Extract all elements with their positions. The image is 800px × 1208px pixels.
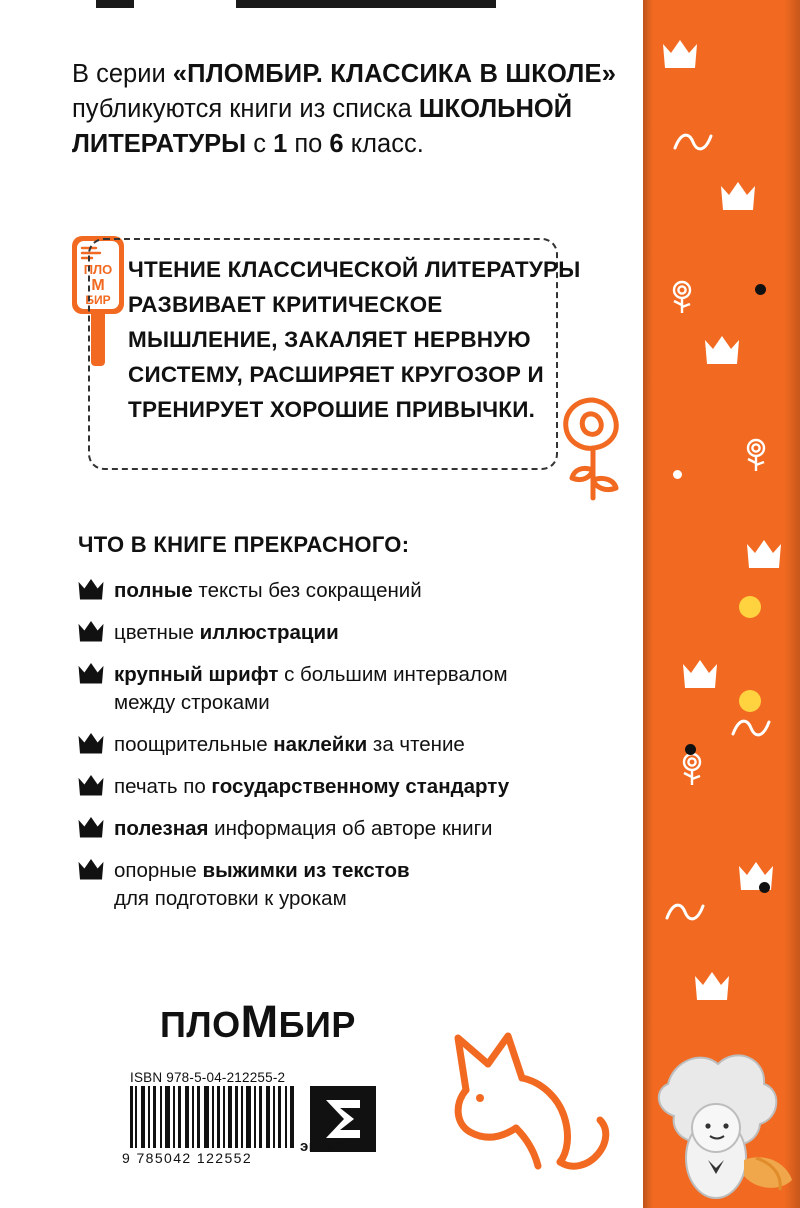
- crown-bullet-icon: [78, 576, 114, 601]
- crown-bullet-icon: [78, 618, 114, 643]
- band-fold-shadow: [784, 0, 800, 1208]
- feature-text: [114, 772, 509, 801]
- svg-text:ПЛО: ПЛО: [83, 262, 113, 277]
- dot-pattern-icon: [739, 596, 761, 618]
- feature-text: [114, 856, 410, 913]
- intro-line1-prefix: В серии: [72, 60, 173, 88]
- feature-tail: за чтение: [367, 733, 465, 756]
- feature-lead: цветные: [114, 621, 200, 644]
- rose-pattern-icon: [741, 438, 771, 472]
- dot-pattern-icon: [673, 470, 682, 479]
- features-list: [78, 576, 658, 926]
- dot-pattern-icon: [755, 284, 766, 295]
- dot-pattern-icon: [759, 882, 770, 893]
- feature-bold: наклейки: [273, 733, 368, 756]
- top-edge-block-1: [96, 0, 134, 8]
- little-prince-sticker-icon: [640, 1040, 800, 1208]
- features-title: ЧТО В КНИГЕ ПРЕКРАСНОГО:: [78, 532, 410, 557]
- squiggle-pattern-icon: [673, 130, 713, 154]
- squiggle-pattern-icon: [731, 716, 771, 740]
- feature-text: [114, 618, 339, 647]
- svg-text:БИР: БИР: [85, 293, 111, 307]
- feature-rest: с большим интервалом: [278, 663, 508, 686]
- feature-lead: опорные: [114, 859, 203, 882]
- list-item: [78, 576, 658, 605]
- feature-lead: поощрительные: [114, 733, 274, 756]
- crown-pattern-icon: [663, 40, 697, 70]
- feature-text: [114, 730, 465, 759]
- intro-line2-prefix: публикуются книги из списка: [72, 95, 419, 123]
- list-item: [78, 856, 658, 913]
- crown-bullet-icon: [78, 772, 114, 797]
- list-item: [78, 660, 658, 717]
- list-item: [78, 730, 658, 759]
- feature-bold: полезная: [114, 817, 209, 840]
- crown-bullet-icon: [78, 730, 114, 755]
- fox-outline-icon: [430, 1020, 630, 1190]
- feature-bold: полные: [114, 579, 193, 602]
- feature-bold: крупный шрифт: [114, 663, 279, 686]
- rose-pattern-icon: [677, 752, 707, 786]
- feature-lead: печать по: [114, 775, 212, 798]
- top-edge-block-2: [236, 0, 496, 8]
- series-name: «ПЛОМБИР. КЛАССИКА В ШКОЛЕ»: [172, 60, 617, 88]
- intro-line3-mid2: по: [287, 130, 330, 158]
- list-item: [78, 814, 658, 843]
- publisher-name: эксмо: [300, 1138, 347, 1155]
- intro-line3-suffix: класс.: [343, 130, 424, 158]
- crown-pattern-icon: [705, 336, 739, 366]
- series-intro-text: [72, 57, 662, 162]
- crown-bullet-icon: [78, 856, 114, 881]
- crown-pattern-icon: [695, 972, 729, 1002]
- squiggle-pattern-icon: [665, 900, 705, 924]
- crown-bullet-icon: [78, 660, 114, 685]
- isbn-label: ISBN 978-5-04-212255-2: [130, 1070, 286, 1085]
- callout-text: ЧТЕНИЕ КЛАССИЧЕСКОЙ ЛИТЕРАТУРЫ РАЗВИВАЕТ КРИТИЧЕСКОЕ МЫШЛЕНИЕ, ЗАКАЛЯЕТ НЕРВНУЮ СИСТЕМУ, РАСШИРЯЕТ КРУГОЗОР И ТРЕНИРУЕТ ХОРОШИЕ ПРИВЫЧКИ.: [128, 257, 581, 422]
- intro-line3-middle: с: [246, 130, 274, 158]
- intro-emphasis-literature: ЛИТЕРАТУРЫ: [72, 130, 247, 158]
- crown-pattern-icon: [721, 182, 755, 212]
- svg-text:М: М: [91, 277, 105, 294]
- feature-rest: тексты без сокращений: [192, 579, 422, 602]
- feature-bold: выжимки из текстов: [202, 859, 410, 882]
- rose-outline-icon: [552, 392, 634, 502]
- logo-part1: ПЛО: [160, 1004, 241, 1045]
- feature-tail: для подготовки к урокам: [114, 887, 347, 910]
- feature-bold: государственному стандарту: [211, 775, 510, 798]
- list-item: [78, 618, 658, 647]
- feature-text: [114, 660, 508, 717]
- intro-emphasis-school: ШКОЛЬНОЙ: [418, 95, 573, 123]
- crown-pattern-icon: [747, 540, 781, 570]
- grade-to: 6: [329, 130, 344, 158]
- plombir-logo: [160, 996, 356, 1048]
- feature-text: [114, 576, 422, 605]
- logo-part3: БИР: [278, 1004, 356, 1045]
- dot-pattern-icon: [685, 744, 696, 755]
- crown-bullet-icon: [78, 814, 114, 839]
- feature-tail: между строками: [114, 691, 270, 714]
- spine-pattern-band: [643, 0, 800, 1208]
- dot-pattern-icon: [739, 690, 761, 712]
- rose-pattern-icon: [667, 280, 697, 314]
- barcode-digits: 9 785042 122552: [122, 1150, 252, 1166]
- crown-pattern-icon: [683, 660, 717, 690]
- feature-text: [114, 814, 493, 843]
- list-item: [78, 772, 658, 801]
- barcode: [130, 1086, 298, 1148]
- feature-rest: информация об авторе книги: [208, 817, 493, 840]
- grade-from: 1: [273, 130, 288, 158]
- logo-part2: М: [240, 996, 279, 1047]
- feature-bold: иллюстрации: [199, 621, 339, 644]
